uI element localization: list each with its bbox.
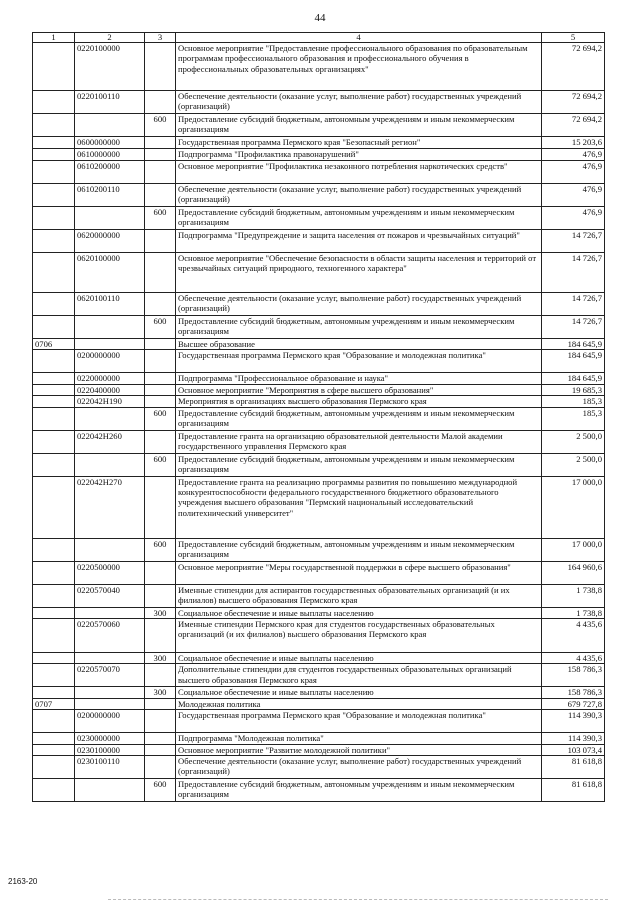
expense-type-cell — [145, 664, 176, 687]
target-item-code-cell — [75, 653, 145, 664]
section-code-cell — [33, 43, 75, 91]
description-cell: Основное мероприятие "Развитие молодежной политики" — [176, 744, 542, 755]
target-item-code-cell: 0620100110 — [75, 293, 145, 316]
table-row — [33, 373, 605, 384]
section-code-cell — [33, 453, 75, 476]
table-row — [33, 253, 605, 293]
expense-type-cell — [145, 733, 176, 744]
amount-cell: 4 435,6 — [542, 653, 605, 664]
description-cell: Социальное обеспечение и иные выплаты населению — [176, 653, 542, 664]
expense-type-cell — [145, 476, 176, 538]
amount-cell: 19 685,3 — [542, 384, 605, 395]
description-cell: Именные стипендии Пермского края для студентов государственных образовательных организаций (и их филиалов) высшего образования Пермского края — [176, 619, 542, 653]
table-row — [33, 584, 605, 607]
target-item-code-cell: 0230100110 — [75, 756, 145, 779]
target-item-code-cell: 0620100000 — [75, 253, 145, 293]
expense-type-cell — [145, 253, 176, 293]
table-row — [33, 316, 605, 339]
section-code-cell — [33, 91, 75, 114]
section-code-cell — [33, 293, 75, 316]
description-cell: Основное мероприятие "Меры государственной поддержки в сфере высшего образования" — [176, 561, 542, 584]
table-row — [33, 137, 605, 149]
expense-type-cell: 600 — [145, 779, 176, 802]
section-code-cell — [33, 253, 75, 293]
section-code-cell — [33, 538, 75, 561]
expense-type-cell — [145, 43, 176, 91]
section-code-cell — [33, 396, 75, 407]
target-item-code-cell — [75, 114, 145, 137]
amount-cell: 1 738,8 — [542, 584, 605, 607]
section-code-cell — [33, 664, 75, 687]
section-code-cell — [33, 779, 75, 802]
amount-cell: 164 960,6 — [542, 561, 605, 584]
description-cell: Основное мероприятие "Профилактика незаконного потребления наркотических средств" — [176, 161, 542, 184]
expense-type-cell: 300 — [145, 687, 176, 698]
target-item-code-cell — [75, 207, 145, 230]
amount-cell: 81 618,8 — [542, 779, 605, 802]
expense-type-cell — [145, 373, 176, 384]
expense-type-cell — [145, 184, 176, 207]
amount-cell: 114 390,3 — [542, 733, 605, 744]
amount-cell: 185,3 — [542, 407, 605, 430]
amount-cell: 72 694,2 — [542, 114, 605, 137]
description-cell: Дополнительные стипендии для студентов государственных образовательных организаций высшего образования Пермского края — [176, 664, 542, 687]
table-body — [33, 43, 605, 802]
description-cell: Обеспечение деятельности (оказание услуг, выполнение работ) государственных учреждений (организаций) — [176, 293, 542, 316]
target-item-code-cell: 0220500000 — [75, 561, 145, 584]
column-header-1: 1 — [33, 33, 75, 43]
expense-type-cell — [145, 350, 176, 373]
section-code-cell: 0706 — [33, 339, 75, 350]
section-code-cell — [33, 607, 75, 618]
amount-cell: 184 645,9 — [542, 373, 605, 384]
amount-cell: 81 618,8 — [542, 756, 605, 779]
section-code-cell — [33, 619, 75, 653]
amount-cell: 14 726,7 — [542, 316, 605, 339]
target-item-code-cell: 0220100110 — [75, 91, 145, 114]
table-row — [33, 561, 605, 584]
table-row — [33, 396, 605, 407]
section-code-cell — [33, 373, 75, 384]
section-code-cell — [33, 653, 75, 664]
page-bottom-rule — [108, 899, 608, 900]
section-code-cell — [33, 744, 75, 755]
table-row — [33, 114, 605, 137]
table-row — [33, 430, 605, 453]
amount-cell: 679 727,8 — [542, 698, 605, 709]
table-row — [33, 476, 605, 538]
section-code-cell — [33, 733, 75, 744]
expense-type-cell: 600 — [145, 407, 176, 430]
description-cell: Предоставление гранта на организацию образовательной деятельности Малой академии государственного управления Пермского края — [176, 430, 542, 453]
amount-cell: 476,9 — [542, 184, 605, 207]
target-item-code-cell: 022042Н190 — [75, 396, 145, 407]
expense-type-cell — [145, 710, 176, 733]
table-row — [33, 161, 605, 184]
description-cell: Молодежная политика — [176, 698, 542, 709]
amount-cell: 2 500,0 — [542, 430, 605, 453]
table-row — [33, 350, 605, 373]
target-item-code-cell: 0610200000 — [75, 161, 145, 184]
amount-cell: 476,9 — [542, 149, 605, 161]
target-item-code-cell — [75, 687, 145, 698]
expense-type-cell — [145, 91, 176, 114]
table-row — [33, 339, 605, 350]
section-code-cell — [33, 149, 75, 161]
description-cell: Основное мероприятие "Мероприятия в сфере высшего образования" — [176, 384, 542, 395]
section-code-cell — [33, 561, 75, 584]
target-item-code-cell: 0220570070 — [75, 664, 145, 687]
page-number: 44 — [314, 12, 326, 24]
description-cell: Предоставление субсидий бюджетным, автономным учреждениям и иным некоммерческим организациям — [176, 779, 542, 802]
target-item-code-cell: 0220000000 — [75, 373, 145, 384]
expense-type-cell — [145, 161, 176, 184]
column-number-row — [33, 33, 605, 43]
column-header-4: 4 — [176, 33, 542, 43]
description-cell: Предоставление субсидий бюджетным, автономным учреждениям и иным некоммерческим организациям — [176, 114, 542, 137]
table-row — [33, 607, 605, 618]
expense-type-cell — [145, 137, 176, 149]
amount-cell: 15 203,6 — [542, 137, 605, 149]
description-cell: Предоставление субсидий бюджетным, автономным учреждениям и иным некоммерческим организациям — [176, 316, 542, 339]
amount-cell: 14 726,7 — [542, 253, 605, 293]
table-row — [33, 698, 605, 709]
table-row — [33, 407, 605, 430]
expense-type-cell — [145, 756, 176, 779]
expense-type-cell — [145, 230, 176, 253]
expense-type-cell — [145, 561, 176, 584]
description-cell: Подпрограмма "Профилактика правонарушений" — [176, 149, 542, 161]
section-code-cell — [33, 207, 75, 230]
section-code-cell — [33, 184, 75, 207]
expense-type-cell — [145, 619, 176, 653]
description-cell: Предоставление субсидий бюджетным, автономным учреждениям и иным некоммерческим организациям — [176, 538, 542, 561]
description-cell: Обеспечение деятельности (оказание услуг, выполнение работ) государственных учреждений (организаций) — [176, 756, 542, 779]
target-item-code-cell: 022042Н270 — [75, 476, 145, 538]
table-row — [33, 293, 605, 316]
expense-type-cell: 600 — [145, 114, 176, 137]
expense-type-cell: 600 — [145, 453, 176, 476]
amount-cell: 184 645,9 — [542, 339, 605, 350]
amount-cell: 14 726,7 — [542, 230, 605, 253]
amount-cell: 72 694,2 — [542, 43, 605, 91]
target-item-code-cell: 0220570060 — [75, 619, 145, 653]
amount-cell: 476,9 — [542, 207, 605, 230]
table-row — [33, 184, 605, 207]
expense-type-cell — [145, 339, 176, 350]
section-code-cell — [33, 687, 75, 698]
section-code-cell — [33, 476, 75, 538]
table-row — [33, 710, 605, 733]
section-code-cell — [33, 584, 75, 607]
section-code-cell — [33, 114, 75, 137]
amount-cell: 184 645,9 — [542, 350, 605, 373]
table-row — [33, 733, 605, 744]
description-cell: Государственная программа Пермского края "Образование и молодежная политика" — [176, 710, 542, 733]
expense-type-cell: 600 — [145, 316, 176, 339]
description-cell: Подпрограмма "Молодежная политика" — [176, 733, 542, 744]
amount-cell: 17 000,0 — [542, 476, 605, 538]
description-cell: Предоставление гранта на реализацию программы развития по повышению международной конкурентоспособности федерального государственного бюджетного образовательного учреждения высшего образования "Пермский национальный исследовательский политехнический университет" — [176, 476, 542, 538]
target-item-code-cell: 0230100000 — [75, 744, 145, 755]
target-item-code-cell: 0220100000 — [75, 43, 145, 91]
target-item-code-cell: 0610000000 — [75, 149, 145, 161]
table-row — [33, 230, 605, 253]
target-item-code-cell — [75, 407, 145, 430]
target-item-code-cell — [75, 453, 145, 476]
description-cell: Государственная программа Пермского края "Безопасный регион" — [176, 137, 542, 149]
table-row — [33, 664, 605, 687]
description-cell: Мероприятия в организациях высшего образования Пермского края — [176, 396, 542, 407]
target-item-code-cell: 0620000000 — [75, 230, 145, 253]
description-cell: Социальное обеспечение и иные выплаты населению — [176, 607, 542, 618]
section-code-cell: 0707 — [33, 698, 75, 709]
expense-type-cell — [145, 293, 176, 316]
target-item-code-cell: 022042Н260 — [75, 430, 145, 453]
document-code: 2163-20 — [8, 877, 38, 886]
target-item-code-cell — [75, 607, 145, 618]
table-row — [33, 91, 605, 114]
amount-cell: 185,3 — [542, 396, 605, 407]
column-header-3: 3 — [145, 33, 176, 43]
description-cell: Государственная программа Пермского края "Образование и молодежная политика" — [176, 350, 542, 373]
amount-cell: 72 694,2 — [542, 91, 605, 114]
amount-cell: 114 390,3 — [542, 710, 605, 733]
budget-table — [32, 32, 605, 802]
target-item-code-cell — [75, 779, 145, 802]
table-row — [33, 653, 605, 664]
section-code-cell — [33, 350, 75, 373]
amount-cell: 476,9 — [542, 161, 605, 184]
section-code-cell — [33, 384, 75, 395]
section-code-cell — [33, 316, 75, 339]
amount-cell: 103 073,4 — [542, 744, 605, 755]
description-cell: Подпрограмма "Предупреждение и защита населения от пожаров и чрезвычайных ситуаций" — [176, 230, 542, 253]
table-row — [33, 384, 605, 395]
description-cell: Высшее образование — [176, 339, 542, 350]
section-code-cell — [33, 161, 75, 184]
description-cell: Социальное обеспечение и иные выплаты населению — [176, 687, 542, 698]
expense-type-cell — [145, 396, 176, 407]
table-row — [33, 149, 605, 161]
target-item-code-cell — [75, 538, 145, 561]
section-code-cell — [33, 430, 75, 453]
expense-type-cell — [145, 584, 176, 607]
amount-cell: 1 738,8 — [542, 607, 605, 618]
description-cell: Обеспечение деятельности (оказание услуг, выполнение работ) государственных учреждений (организаций) — [176, 91, 542, 114]
target-item-code-cell: 0200000000 — [75, 350, 145, 373]
table-row — [33, 687, 605, 698]
expense-type-cell — [145, 149, 176, 161]
target-item-code-cell: 0200000000 — [75, 710, 145, 733]
expense-type-cell: 600 — [145, 538, 176, 561]
table-row — [33, 43, 605, 91]
section-code-cell — [33, 230, 75, 253]
expense-type-cell — [145, 744, 176, 755]
amount-cell: 17 000,0 — [542, 538, 605, 561]
expense-type-cell: 300 — [145, 607, 176, 618]
description-cell: Предоставление субсидий бюджетным, автономным учреждениям и иным некоммерческим организациям — [176, 453, 542, 476]
amount-cell: 4 435,6 — [542, 619, 605, 653]
table-row — [33, 207, 605, 230]
target-item-code-cell — [75, 316, 145, 339]
table-row — [33, 453, 605, 476]
section-code-cell — [33, 407, 75, 430]
target-item-code-cell: 0220400000 — [75, 384, 145, 395]
expense-type-cell — [145, 384, 176, 395]
description-cell: Основное мероприятие "Обеспечение безопасности в области защиты населения и территорий от чрезвычайных ситуаций природного, техногенного характера" — [176, 253, 542, 293]
expense-type-cell: 300 — [145, 653, 176, 664]
target-item-code-cell — [75, 698, 145, 709]
description-cell: Предоставление субсидий бюджетным, автономным учреждениям и иным некоммерческим организациям — [176, 207, 542, 230]
amount-cell: 158 786,3 — [542, 687, 605, 698]
section-code-cell — [33, 137, 75, 149]
table-row — [33, 538, 605, 561]
description-cell: Предоставление субсидий бюджетным, автономным учреждениям и иным некоммерческим организациям — [176, 407, 542, 430]
column-header-5: 5 — [542, 33, 605, 43]
expense-type-cell — [145, 430, 176, 453]
expense-type-cell: 600 — [145, 207, 176, 230]
description-cell: Именные стипендии для аспирантов государственных образовательных организаций (и их филиалов) высшего образования Пермского края — [176, 584, 542, 607]
amount-cell: 158 786,3 — [542, 664, 605, 687]
table-row — [33, 744, 605, 755]
description-cell: Подпрограмма "Профессиональное образование и наука" — [176, 373, 542, 384]
expense-type-cell — [145, 698, 176, 709]
section-code-cell — [33, 710, 75, 733]
amount-cell: 2 500,0 — [542, 453, 605, 476]
target-item-code-cell: 0220570040 — [75, 584, 145, 607]
section-code-cell — [33, 756, 75, 779]
table-row — [33, 779, 605, 802]
target-item-code-cell: 0230000000 — [75, 733, 145, 744]
description-cell: Обеспечение деятельности (оказание услуг, выполнение работ) государственных учреждений (организаций) — [176, 184, 542, 207]
description-cell: Основное мероприятие "Предоставление профессионального образования по образовательным программам профессионального образования и профессионального обучения в профессиональных образовательных организациях" — [176, 43, 542, 91]
table-row — [33, 619, 605, 653]
table-row — [33, 756, 605, 779]
amount-cell: 14 726,7 — [542, 293, 605, 316]
column-header-2: 2 — [75, 33, 145, 43]
target-item-code-cell — [75, 339, 145, 350]
target-item-code-cell: 0600000000 — [75, 137, 145, 149]
target-item-code-cell: 0610200110 — [75, 184, 145, 207]
